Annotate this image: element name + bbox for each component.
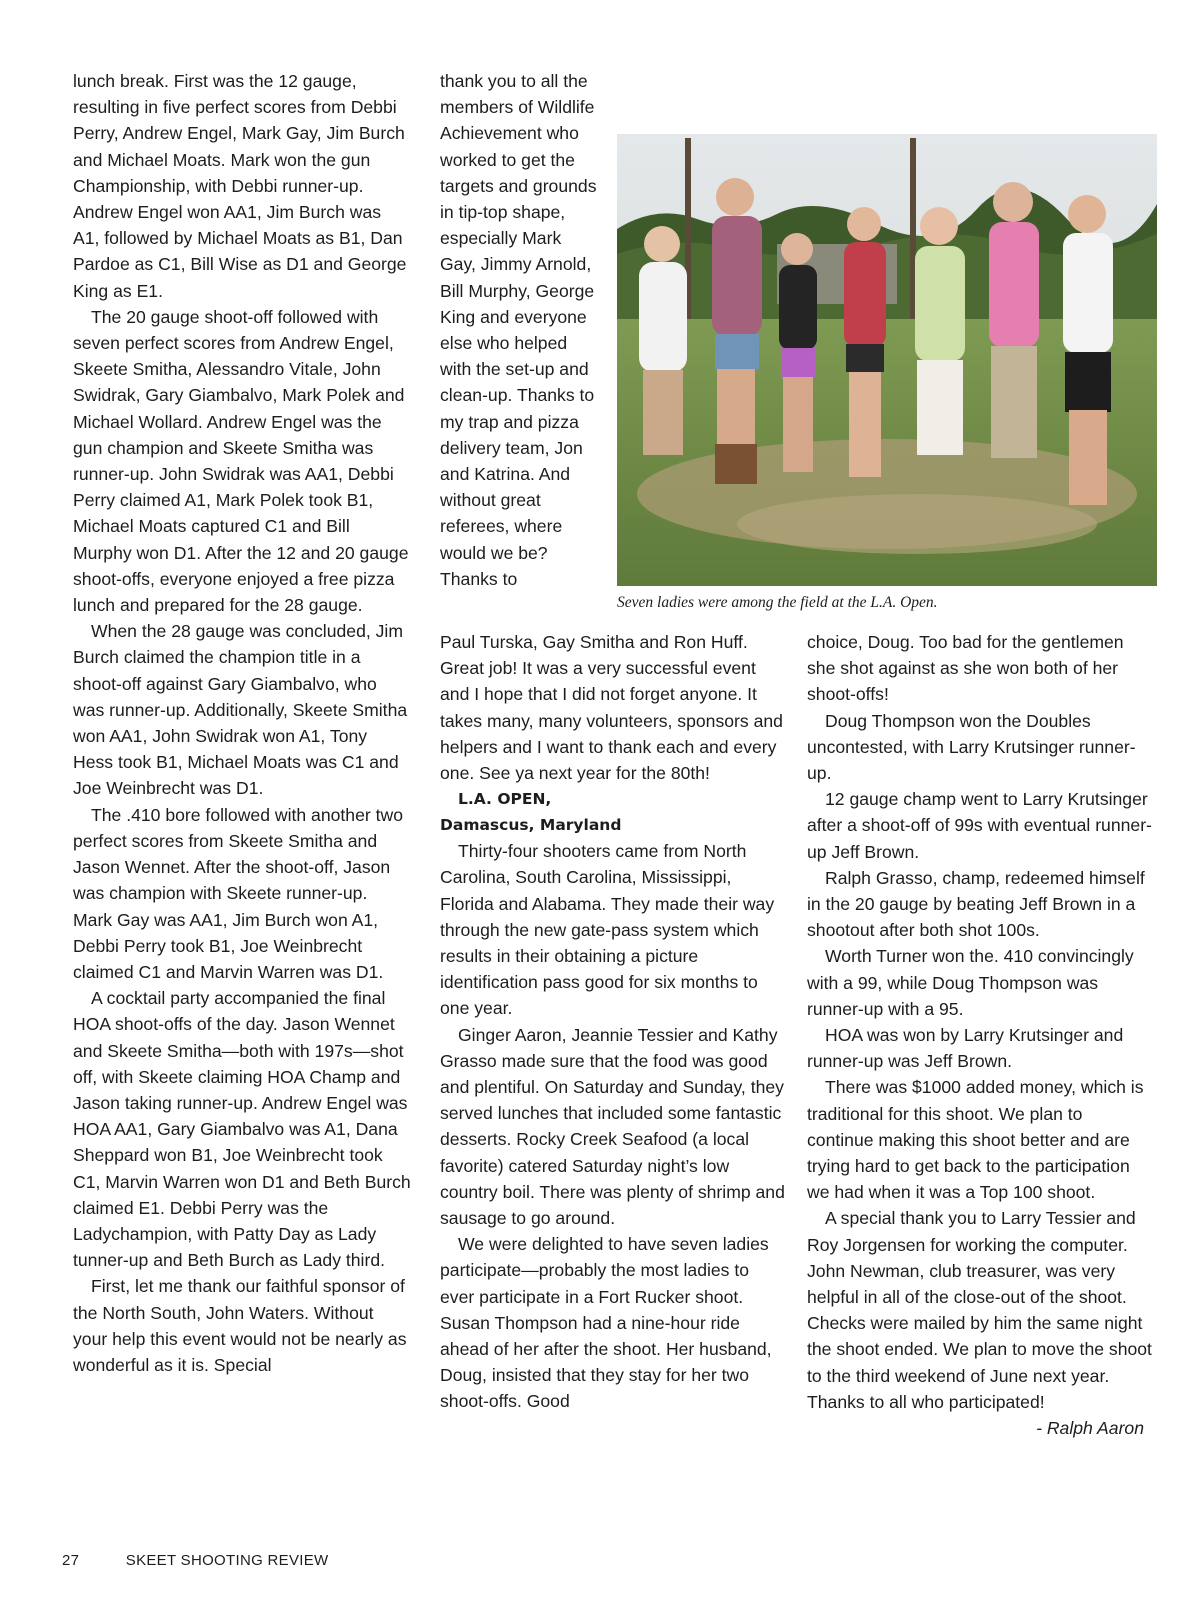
page-number: 27: [62, 1552, 80, 1569]
column-1: [73, 68, 411, 1378]
paragraph: HOA was won by Larry Krutsinger and runner-up was Jeff Brown.: [807, 1025, 1124, 1072]
section-heading: [440, 786, 785, 838]
paragraph: First, let me thank our faithful sponsor of the North South, John Waters. Without your help this event would not be nearly as wonderful as it is. Special: [73, 1276, 407, 1375]
section-heading-line1: L.A. OPEN,: [458, 790, 552, 809]
column-2-top: [440, 68, 598, 592]
paragraph: There was $1000 added money, which is traditional for this shoot. We plan to continue making this shoot better and are trying hard to get back to the participation we had when it was a Top 100 shoot.: [807, 1077, 1144, 1203]
paragraph: Ralph Grasso, champ, redeemed himself in the 20 gauge by beating Jeff Brown in a shootout after both shot 100s.: [807, 867, 1145, 941]
paragraph: Paul Turska, Gay Smitha and Ron Huff. Great job! It was a very successful event and I hope that I did not forget anyone. It takes many, many volunteers, sponsors and helpers and I want to thank each and every one. See ya next year for the 80th!: [440, 632, 783, 784]
column-3: [807, 629, 1152, 1441]
photo-illustration: [617, 134, 1157, 586]
paragraph: We were delighted to have seven ladies participate—probably the most ladies to ever participate in a Fort Rucker shoot. Susan Thompson had a nine-hour ride ahead of her after the shoot. Her husband, Doug, insisted that they stay for her two shoot-offs. Good: [440, 1234, 772, 1412]
paragraph: Thirty-four shooters came from North Carolina, South Carolina, Mississippi, Florida and Alabama. They made their way through the new gate-pass system which results in their obtaining a picture identification pass good for six months to one year.: [440, 841, 775, 1019]
paragraph: A cocktail party accompanied the final HOA shoot-offs of the day. Jason Wennet and Skeete Smitha—both with 197s—shot off, with Skeete claiming HOA Champ and Jason taking runner-up. Andrew Engel was HOA AA1, Gary Giambalvo was A1, Dana Sheppard won B1, Joe Weinbrecht took C1, Marvin Warren won D1 and Beth Burch claimed E1. Debbi Perry was the Ladychampion, with Patty Day as Lady tunner-up and Beth Burch as Lady third.: [73, 988, 411, 1271]
paragraph: Doug Thompson won the Doubles uncontested, with Larry Krutsinger runner-up.: [807, 710, 1136, 784]
paragraph: 12 gauge champ went to Larry Krutsinger after a shoot-off of 99s with eventual runner-up Jeff Brown.: [807, 789, 1152, 862]
group-photo: [617, 134, 1157, 586]
paragraph: Worth Turner won the. 410 convincingly with a 99, while Doug Thompson was runner-up with a 95.: [807, 946, 1134, 1019]
paragraph: choice, Doug. Too bad for the gentlemen she shot against as she won both of her shoot-offs!: [807, 632, 1124, 705]
paragraph: A special thank you to Larry Tessier and Roy Jorgensen for working the computer. John Newman, club treasurer, was very helpful in all of the close-out of the shoot. Checks were mailed by him the same night the shoot ended. We plan to move the shoot to the third weekend of June next year. Thanks to all who participated!: [807, 1208, 1152, 1412]
photo-caption: Seven ladies were among the field at the L.A. Open.: [617, 594, 938, 611]
publication-name: SKEET SHOOTING REVIEW: [125, 1552, 329, 1569]
paragraph: lunch break. First was the 12 gauge, resulting in five perfect scores from Debbi Perry, Andrew Engel, Mark Gay, Jim Burch and Michael Moats. Mark won the gun Championship, with Debbi runner-up. Andrew Engel won AA1, Jim Burch was A1, followed by Michael Moats as B1, Dan Pardoe as C1, Bill Wise as D1 and George King as E1.: [73, 71, 407, 301]
page-footer: [62, 1552, 329, 1569]
author-signature: - Ralph Aaron: [1036, 1418, 1144, 1439]
column-2-bottom: [440, 629, 785, 1415]
paragraph: thank you to all the members of Wildlife Achievement who worked to get the targets and grounds in tip-top shape, especially Mark Gay, Jimmy Arnold, Bill Murphy, George King and everyone else who helped with the set-up and clean-up. Thanks to my trap and pizza delivery team, Jon and Katrina. And without great referees, where would we be? Thanks to: [440, 71, 597, 589]
paragraph: The .410 bore followed with another two perfect scores from Skeete Smitha and Jason Wennet. After the shoot-off, Jason was champion with Skeete runner-up. Mark Gay was AA1, Jim Burch won A1, Debbi Perry took B1, Joe Weinbrecht claimed C1 and Marvin Warren was D1.: [73, 804, 403, 982]
paragraph: The 20 gauge shoot-off followed with seven perfect scores from Andrew Engel, Skeete Smitha, Alessandro Vitale, John Swidrak, Gary Giambalvo, Mark Polek and Michael Wollard. Andrew Engel was the gun champion and Skeete Smitha was runner-up. John Swidrak was AA1, Debbi Perry claimed A1, Mark Polek took B1, Michael Moats captured C1 and Bill Murphy won D1. After the 12 and 20 gauge shoot-offs, everyone enjoyed a free pizza lunch and prepared for the 28 gauge.: [73, 306, 409, 616]
section-heading-line2: Damascus, Maryland: [440, 816, 622, 835]
paragraph: Ginger Aaron, Jeannie Tessier and Kathy Grasso made sure that the food was good and plentiful. On Saturday and Sunday, they served lunches that included some fantastic desserts. Rocky Creek Seafood (a local favorite) catered Saturday night’s low country boil. There was plenty of shrimp and sausage to go around.: [440, 1024, 785, 1229]
paragraph: When the 28 gauge was concluded, Jim Burch claimed the champion title in a shoot-off against Gary Giambalvo, who was runner-up. Additionally, Skeete Smitha won AA1, John Swidrak won A1, Tony Hess took B1, Michael Moats was C1 and Joe Weinbrecht was D1.: [73, 621, 408, 799]
